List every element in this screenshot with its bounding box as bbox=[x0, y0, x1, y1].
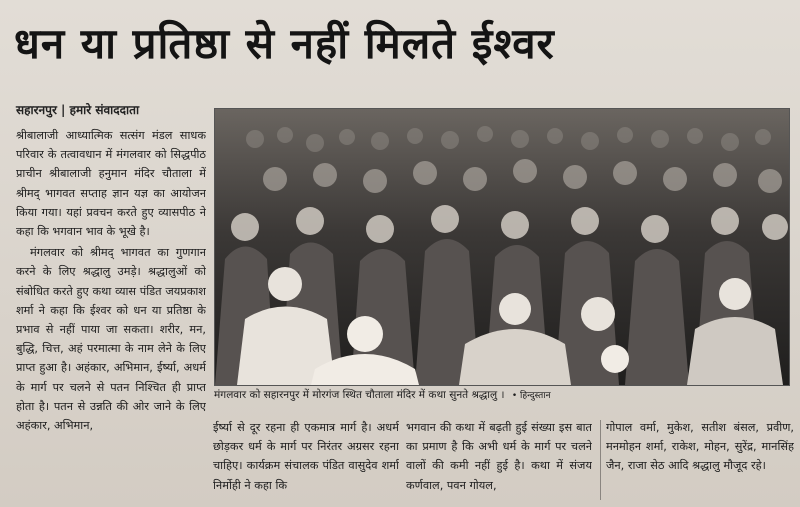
article-column-d: गोपाल वर्मा, मुकेश, सतीश बंसल, प्रवीण, मनमोहन शर्मा, राकेश, मोहन, सुरेंद्र, मानसिंह जैन, राजा सेठ आदि श्रद्धालु मौजूद रहे। bbox=[606, 421, 794, 473]
paragraph-2: मंगलवार को श्रीमद् भागवत का गुणगान करने के लिए श्रद्धालु उमड़े। श्रद्धालुओं को संबोधित करते हुए कथा व्यास पंडित जयप्रकाश शर्मा ने कहा कि ईश्वर को धन या प्रतिष्ठा के प्रभाव से नहीं पाया जा सकता। शरीर, मन, बुद्धि, चित्त, अहं परमात्मा के नाम लेने के लिए प्राप्त हुआ है। अहंकार, अभिमान, ईर्ष्या, अधर्म के मार्ग पर चलने से पतन निश्चित ही प्राप्त होता है। पतन से उन्नति की ओर जाने के लिए अहंकार, अभिमान, bbox=[16, 246, 206, 433]
news-photo bbox=[214, 108, 790, 386]
column-divider bbox=[600, 420, 601, 500]
photo-caption bbox=[214, 386, 790, 405]
devotees-photo-illustration bbox=[215, 109, 789, 385]
article-column-left bbox=[16, 126, 206, 496]
headline: धन या प्रतिष्ठा से नहीं मिलते ईश्वर bbox=[14, 19, 555, 68]
photo-credit: • हिन्दुस्तान bbox=[511, 391, 551, 401]
article-column-c: भगवान की कथा में बढ़ती हुई संख्या इस बात का प्रमाण है कि अभी धर्म के मार्ग पर चलने वालों की कमी नहीं हुई है। कथा में संजय कर्णवाल, पवन गोयल, bbox=[406, 421, 592, 492]
paragraph-1: श्रीबालाजी आध्यात्मिक सत्संग मंडल साधक परिवार के तत्वावधान में मंगलवार को सिद्धपीठ प्राचीन श्रीबालाजी हनुमान मंदिर चौताला में श्रीमद् भागवत सप्ताह ज्ञान यज्ञ का आयोजन किया गया। यहां प्रवचन करते हुए व्यासपीठ ने कहा कि भगवान भाव के भूखे है। bbox=[16, 129, 206, 239]
article-column-b: ईर्ष्या से दूर रहना ही एकमात्र मार्ग है। अधर्म छोड़कर धर्म के मार्ग पर निरंतर अग्रसर रहना चाहिए। कार्यक्रम संचालक पंडित वासुदेव शर्मा निर्मोही ने कहा कि bbox=[213, 421, 399, 492]
dateline: सहारनपुर | हमारे संवाददाता bbox=[16, 103, 140, 117]
caption-text: मंगलवार को सहारनपुर में मोरगंज स्थित चौताला मंदिर में कथा सुनते श्रद्धालु । bbox=[214, 389, 505, 401]
